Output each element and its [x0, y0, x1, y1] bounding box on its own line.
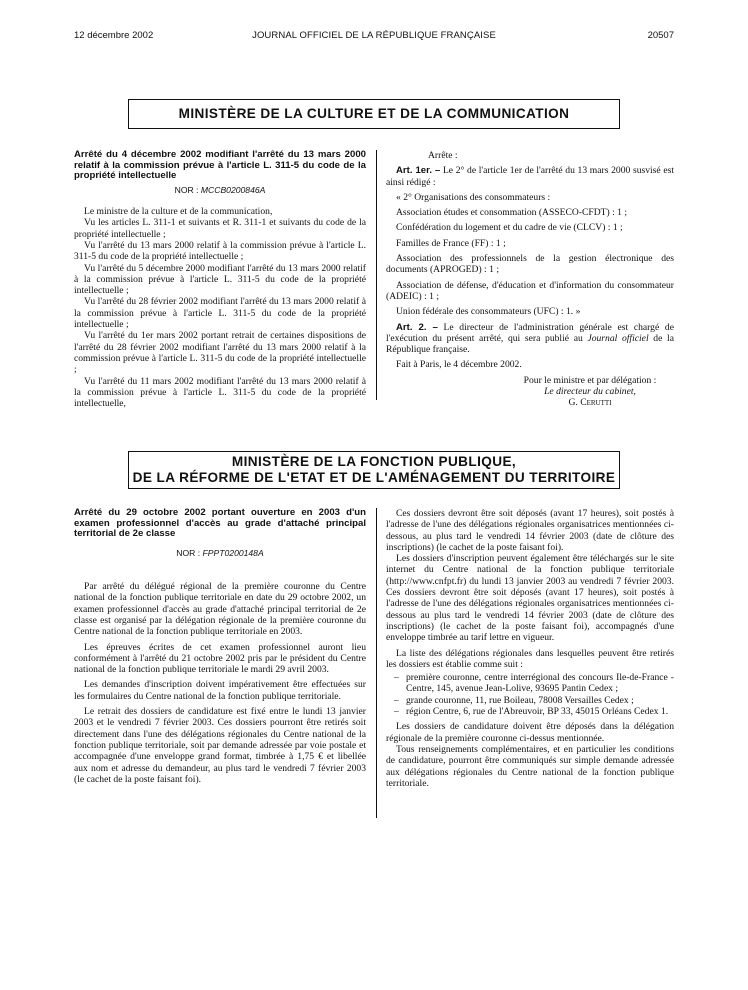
list-item: Association des professionnels de la gestion électronique des documents (APROGED) : 1 ; — [386, 253, 674, 276]
body-paragraph: Tous renseignements complémentaires, et en particulier les conditions de candidature, pourront être communiqués sur simple demande adressée aux délégations régionales du Centre national de la fonction publique territoriale. — [386, 743, 674, 789]
ministry-fp-title-line1: MINISTÈRE DE LA FONCTION PUBLIQUE, — [231, 454, 517, 469]
list-item: – grande couronne, 11, rue Boileau, 78008 Versailles Cedex ; — [386, 695, 674, 706]
article-2 — [386, 322, 674, 356]
article-1-label: Art. 1er. – — [396, 165, 441, 177]
list-item: – première couronne, centre interrégional des concours Ile-de-France - Centre, 145, avenue Jean-Lolive, 93695 Pantin Cedex ; — [386, 672, 674, 695]
article-1-text: Le 2° de l'article 1er de l'arrêté du 13 mars 2000 susvisé est ainsi rédigé : — [386, 165, 674, 188]
done-at-paris: Fait à Paris, le 4 décembre 2002. — [396, 359, 522, 371]
nor-label: NOR : — [176, 547, 201, 558]
signature-line: Pour le ministre et par délégation : — [523, 374, 657, 386]
body-paragraph: Par arrêté du délégué régional de la première couronne du Centre national de la fonction publique territoriale en date du 29 octobre 2002, un examen professionnel d'accès au grade d'attaché principal territorial de 2e classe est organisé par la délégation régionale de la première couronne du Centre national de la fonction publique territoriale en 2003. — [74, 581, 366, 638]
list-item: Familles de France (FF) : 1 ; — [396, 237, 506, 249]
nor-code: FPPT0200148A — [202, 547, 264, 558]
list-item: – région Centre, 6, rue de l'Abreuvoir, BP 33, 45015 Orléans Cedex 1. — [386, 706, 674, 717]
body-paragraph: Les demandes d'inscription doivent impérativement être effectuées sur les formulaires du Centre national de la fonction publique territoriale. — [74, 679, 366, 702]
body-paragraph: Les dossiers d'inscription peuvent également être téléchargés sur le site internet du Centre national de la fonction publique territoriale (http://www.cnfpt.fr) du lundi 13 janvier 2003 au vendredi 7 février 2003. Ces dossiers devront être soit déposés (avant 17 heures), soit postés à l'adresse de l'une des délégations régionales organisatrices mentionnées ci-dessous au plus tard le vendredi 14 février 2003 (date de clôture des inscriptions) (le cachet de la poste faisant foi), accompagnés d'une enveloppe timbrée au tarif lettre en vigueur. — [386, 553, 674, 644]
column-divider — [376, 508, 377, 818]
column-divider — [376, 150, 377, 400]
visa-paragraph: Vu l'arrêté du 28 février 2002 modifiant l'arrêté du 13 mars 2000 relatif à la commission prévue à l'article L. 311-5 du code de la propriété intellectuelle ; — [74, 296, 366, 331]
visa-paragraph: Vu les articles L. 311-1 et suivants et R. 311-1 et suivants du code de la propriété intellectuelle ; — [74, 217, 366, 240]
decree-fp-right-column — [386, 508, 674, 789]
body-paragraph: Les dossiers de candidature doivent être déposés dans la délégation régionale de la première couronne ci-dessus mentionnée. — [386, 721, 674, 744]
nor-label: NOR : — [174, 184, 199, 195]
running-header — [74, 30, 674, 44]
visa-paragraph: Vu l'arrêté du 11 mars 2002 modifiant l'arrêté du 13 mars 2000 relatif à la commission prévue à l'article L. 311-5 du code de la propriété intellectuelle, — [74, 375, 366, 410]
signature-name: G. Cerutti — [568, 397, 612, 409]
decree-fp-left-column — [74, 508, 366, 785]
visa-paragraph: Vu l'arrêté du 1er mars 2002 portant retrait de certaines dispositions de l'arrêté du 28 février 2002 modifiant l'arrêté du 13 mars 2000 relatif à la commission prévue à l'article L. 311-5 du code de la propriété intellectuelle ; — [74, 330, 366, 376]
arrete-heading: Arrête : — [428, 150, 458, 161]
decree-culture-left-column — [74, 150, 366, 409]
ministry-fonction-publique-banner — [128, 451, 620, 489]
header-journal-title: JOURNAL OFFICIEL DE LA RÉPUBLIQUE FRANÇAISE — [252, 30, 496, 41]
body-paragraph: La liste des délégations régionales dans lesquelles peuvent être retirés les dossiers est établie comme suit : — [386, 647, 674, 670]
decree-culture-nor — [74, 185, 366, 196]
header-page-number: 20507 — [647, 30, 674, 41]
ministry-fp-title-line2: DE LA RÉFORME DE L'ETAT ET DE L'AMÉNAGEMENT DU TERRITOIRE — [132, 470, 616, 485]
journal-officiel-italic: Journal officiel — [587, 332, 649, 344]
decree-fp-title: Arrêté du 29 octobre 2002 portant ouverture en 2003 d'un examen professionnel d'accès au grade d'attaché principal territorial de 2e classe — [74, 507, 366, 540]
decree-fp-nor — [74, 548, 366, 559]
header-date: 12 décembre 2002 — [74, 30, 154, 41]
ministry-culture-banner — [128, 99, 620, 129]
article-2-text: Le directeur de l'administration générale est chargé de l'exécution du présent arrêté, qui sera publié au — [386, 321, 674, 344]
visa-paragraph: Le ministre de la culture et de la communication, — [84, 206, 273, 218]
signature-role: Le directeur du cabinet, — [544, 386, 636, 398]
article-2-label: Art. 2. – — [396, 321, 438, 333]
list-item: Confédération du logement et du cadre de vie (CLCV) : 1 ; — [396, 222, 623, 234]
body-paragraph: Ces dossiers devront être soit déposés (avant 17 heures), soit postés à l'adresse de l'une des délégations régionales organisatrices mentionnées ci-dessous, au plus tard le vendredi 14 février 2003 (date de clôture des inscriptions) (le cachet de la poste faisant foi). — [386, 508, 674, 553]
ministry-culture-title: MINISTÈRE DE LA CULTURE ET DE LA COMMUNICATION — [178, 106, 570, 121]
nor-code: MCCB0200846A — [200, 184, 266, 195]
visa-paragraph: Vu l'arrêté du 5 décembre 2000 modifiant l'arrêté du 13 mars 2000 relatif à la commission prévue à l'article L. 311-5 du code de la propriété intellectuelle ; — [74, 262, 366, 297]
article-1 — [386, 165, 674, 188]
body-paragraph: Le retrait des dossiers de candidature est fixé entre le lundi 13 janvier 2003 et le vendredi 7 février 2003. Ces dossiers pourront être retirés soit directement dans l'une des délégations régionales du Centre national de la fonction publique territoriale, soit par demande adressée par voie postale et accompagnée d'une enveloppe grand format, timbrée à 1,75 € et libellée aux nom et adresse du demandeur, au plus tard le vendredi 7 février 2003 (le cachet de la poste faisant foi). — [74, 706, 366, 785]
signature-block — [386, 375, 674, 409]
list-item: Association études et consommation (ASSECO-CFDT) : 1 ; — [396, 207, 628, 219]
body-paragraph: Les épreuves écrites de cet examen professionnel auront lieu conformément à l'arrêté du 21 octobre 2002 pris par le président du Centre national de la fonction publique territoriale le mardi 29 avril 2003. — [74, 641, 366, 676]
decree-culture-right-column — [386, 150, 674, 409]
list-item: « 2° Organisations des consommateurs : — [396, 191, 551, 203]
list-item: Union fédérale des consommateurs (UFC) : 1. » — [396, 306, 581, 318]
visa-paragraph: Vu l'arrêté du 13 mars 2000 relatif à la commission prévue à l'article L. 311-5 du code de la propriété intellectuelle ; — [74, 239, 366, 263]
regional-delegations-list — [386, 672, 674, 717]
article-2-text-end: de la République française. — [386, 332, 674, 356]
list-item: Association de défense, d'éducation et d'information du consommateur (ADEIC) : 1 ; — [386, 279, 674, 302]
decree-culture-title: Arrêté du 4 décembre 2002 modifiant l'arrêté du 13 mars 2000 relatif à la commission prévue à l'article L. 311-5 du code de la propriété intellectuelle — [74, 149, 366, 182]
